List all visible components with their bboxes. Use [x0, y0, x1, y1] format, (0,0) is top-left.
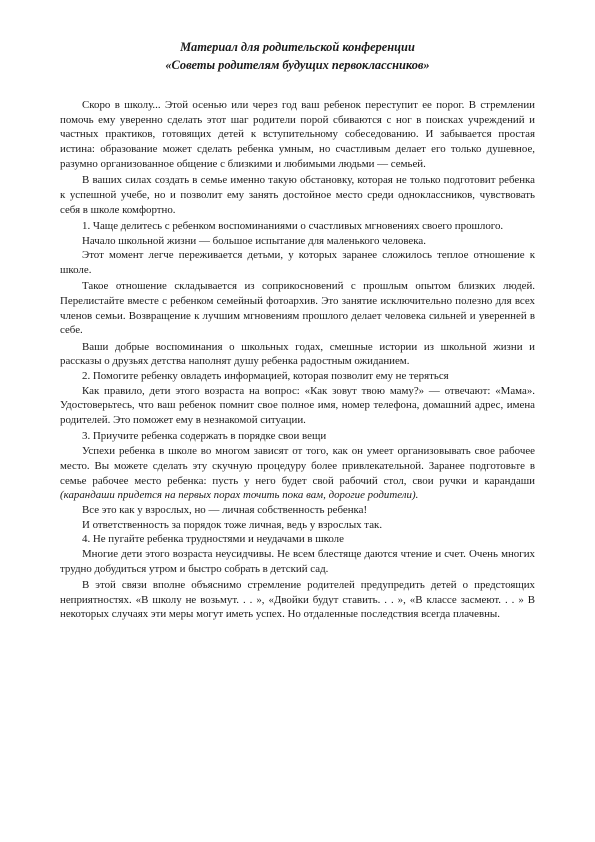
advice-heading-2: 2. Помогите ребенку овладеть информацией, которая позволит ему не теряться: [82, 370, 449, 383]
paragraph-intro: Скоро в школу... Этой осенью или через год ваш ребенок переступит ее порог. В стремлении помочь ему уверенно сделать этот шаг родители порой сбиваются с ног в поисках учреждений и частных практиков, готовящих детей к вступительному собеседованию. И забывается простая истина: образование может сделать ребенка умным, но счастливым делает его только душевное, разумно организованное общение с близкими и любимыми людьми — семьей.: [60, 99, 535, 170]
paragraph-restless-children: Многие дети этого возраста неусидчивы. Не всем блестяще даются чтение и счет. Очень многих трудно добудиться утром и быстро собрать в детский сад.: [60, 548, 535, 575]
paragraph-warm-attitude: Этот момент легче переживается детьми, у которых заранее сложилось теплое отношение к школе.: [60, 249, 535, 276]
advice-heading-4: 4. Не пугайте ребенка трудностями и неудачами в школе: [82, 533, 344, 546]
paragraph-personal-info: Как правило, дети этого возраста на вопрос: «Как зовут твою маму?» — отвечают: «Мама». Удостоверьтесь, что ваш ребенок помнит свое полное имя, номер телефона, домашний адрес, имена родителей. Это поможет ему в незнакомой ситуации.: [60, 384, 535, 427]
paragraph-workplace: [60, 444, 535, 503]
paragraph-photo-archive: Такое отношение складывается из соприкосновений с прошлым опытом близких людей. Перелистайте вместе с ребенком семейный фотоархив. Это занятие исключительно полезно для всех членов семьи. Возвращение к лучшим мгновениям прошлого делает человека сильней и уверенней в себе.: [60, 280, 535, 337]
document-body: [60, 98, 535, 624]
paragraph-family-atmosphere: В ваших силах создать в семье именно такую обстановку, которая не только подготовит ребенка к успешной учебе, но и позволит ему занять достойное место среди одноклассников, чувствовать себя в школе комфортно.: [60, 174, 535, 216]
page-title: [60, 38, 535, 74]
paragraph-school-memories: Ваши добрые воспоминания о школьных годах, смешные истории из школьной жизни и рассказы о друзьях детства наполнят душу ребенка радостным ожиданием.: [60, 340, 535, 368]
paragraph-responsibility: И ответственность за порядок тоже личная, ведь у взрослых так.: [82, 518, 383, 531]
paragraph-workplace-text: Успехи ребенка в школе во многом зависят от того, как он умеет организовывать свое рабочее место. Вы можете сделать эту скучную процедуру более привлекательной. Заранее подготовьте в семье рабочее место ребенка: пусть у него будет свой рабочий стол, свои ручки и карандаши: [60, 445, 535, 487]
paragraph-workplace-note: (карандаши придется на первых порах точить пока вам, дорогие родители).: [60, 489, 419, 502]
paragraph-school-start: Начало школьной жизни — большое испытание для маленького человека.: [82, 234, 426, 247]
title-line-2: «Советы родителям будущих первоклассников»: [165, 58, 430, 72]
paragraph-ownership: Все это как у взрослых, но — личная собственность ребенка!: [82, 503, 368, 516]
advice-heading-3: 3. Приучите ребенка содержать в порядке свои вещи: [82, 430, 327, 443]
paragraph-warnings: В этой связи вполне объяснимо стремление родителей предупредить детей о предстоящих неприятностях. «В школу не возьмут. . . », «Двойки будут ставить. . . », «В классе засмеют. . . » В некоторых случаях эти меры могут иметь успех. Но отдаленные последствия всегда плачевны.: [60, 579, 535, 621]
advice-heading-1: 1. Чаще делитесь с ребенком воспоминаниями о счастливых мгновениях своего прошлого.: [82, 219, 504, 232]
title-line-1: Материал для родительской конференции: [180, 40, 415, 54]
